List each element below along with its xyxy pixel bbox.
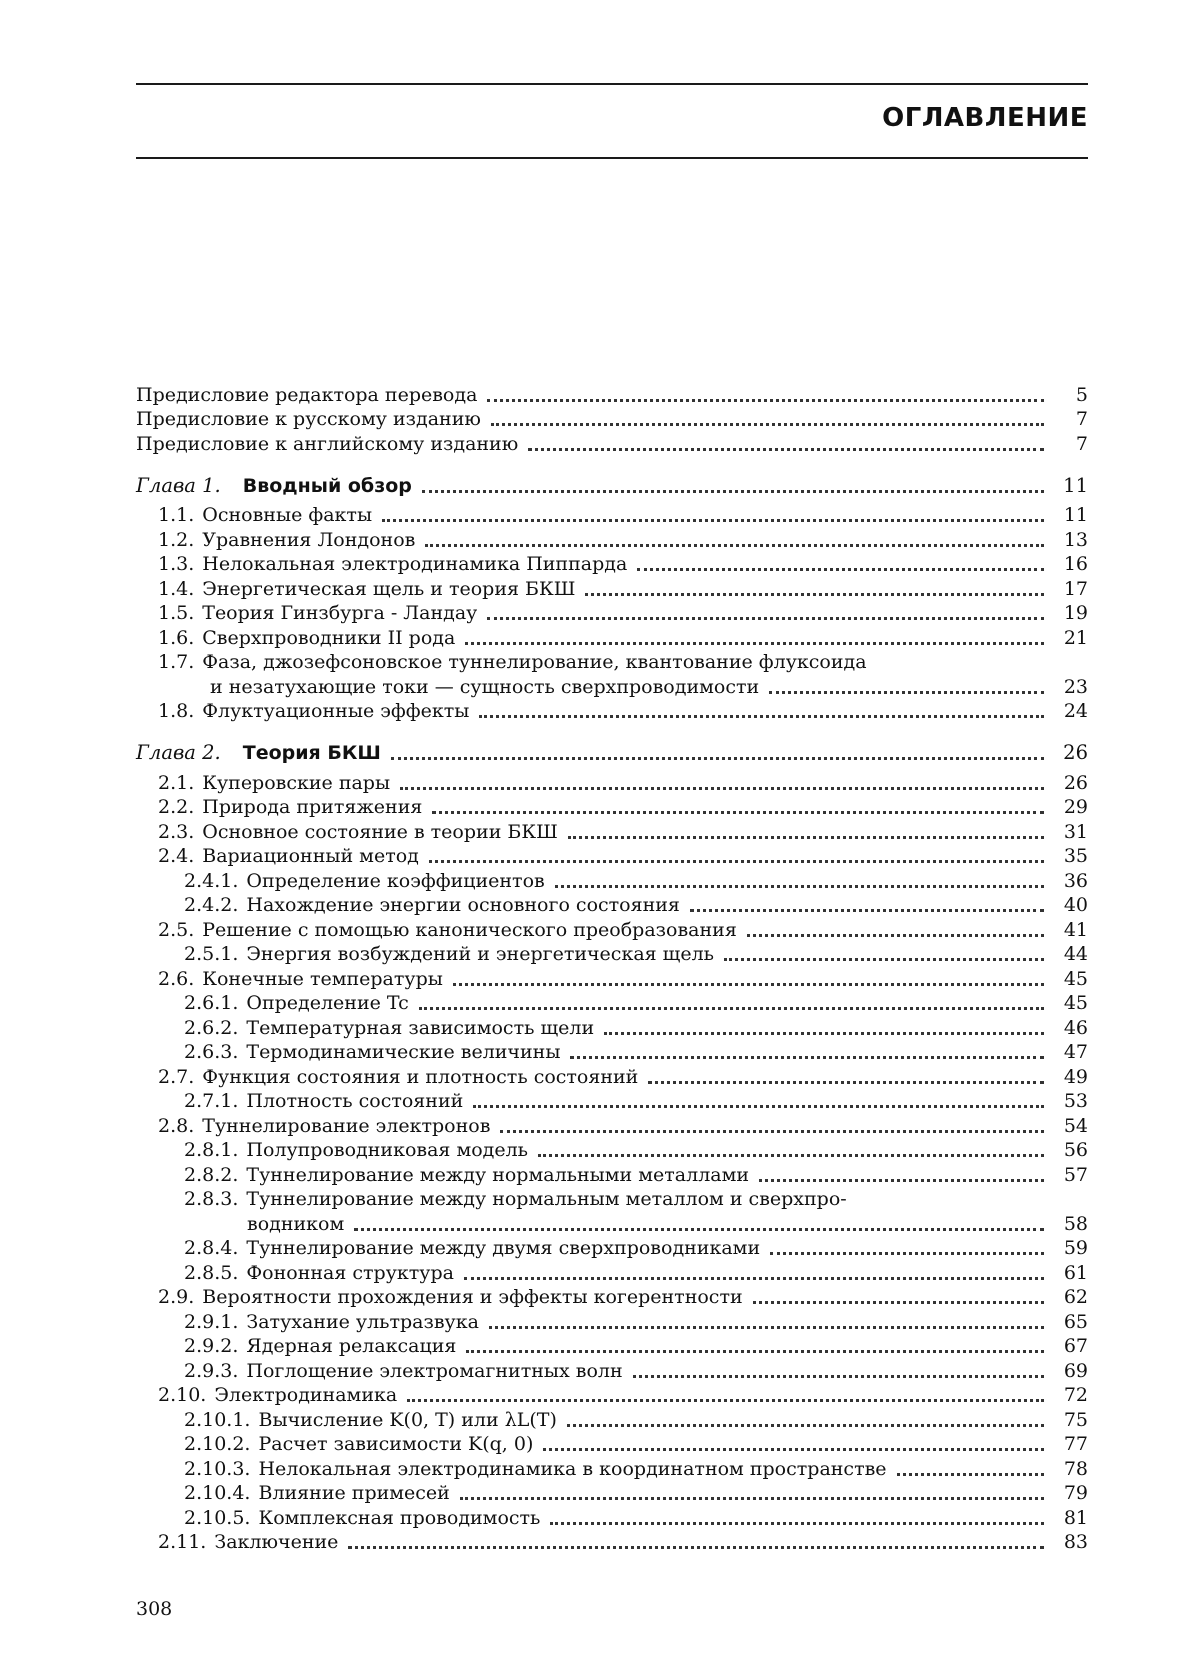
section-number: 2.7. xyxy=(158,1065,195,1088)
dot-leader xyxy=(585,593,1044,596)
toc-page-number: 49 xyxy=(1063,1065,1088,1088)
toc-subsection-entry xyxy=(136,991,1088,1016)
dot-leader xyxy=(724,958,1044,961)
section-title: Природа притяжения xyxy=(202,796,423,818)
toc-section-entry xyxy=(136,1530,1088,1555)
section-number: 2.6.3. xyxy=(184,1041,239,1063)
toc-page-number: 59 xyxy=(1063,1237,1088,1259)
section-title: Определение Tc xyxy=(246,992,409,1014)
toc-page-number: 47 xyxy=(1063,1041,1088,1063)
toc-section-entry xyxy=(136,625,1088,650)
section-title: Полупроводниковая модель xyxy=(246,1139,529,1161)
section-number: 2.9.1. xyxy=(184,1310,239,1333)
dot-leader xyxy=(567,1424,1044,1427)
section-title: Ядерная релаксация xyxy=(246,1335,457,1357)
toc-page-number: 58 xyxy=(1063,1212,1088,1235)
toc-section-entry xyxy=(136,1285,1088,1310)
toc-section-entry xyxy=(136,527,1088,552)
toc-page-number: 44 xyxy=(1063,943,1088,965)
section-title: Теория Гинзбурга - Ландау xyxy=(202,602,478,624)
toc-page-number: 78 xyxy=(1063,1457,1088,1480)
section-title: Нелокальная электродинамика в координатном пространстве xyxy=(258,1457,887,1480)
dot-leader xyxy=(473,1105,1044,1108)
dot-leader xyxy=(432,811,1044,814)
section-number: 1.2. xyxy=(158,528,195,551)
section-number: 2.10.3. xyxy=(184,1457,251,1480)
section-number: 2.9.2. xyxy=(184,1335,239,1357)
toc-page-number: 41 xyxy=(1063,918,1088,941)
toc-page-number: 56 xyxy=(1063,1139,1088,1161)
section-number: 2.5.1. xyxy=(184,943,239,965)
toc-subsection-entry xyxy=(136,1358,1088,1383)
toc-subsection-entry xyxy=(136,1260,1088,1285)
toc-subsection-entry xyxy=(136,1481,1088,1506)
section-number: 2.8. xyxy=(158,1114,195,1137)
toc-subsection-entry xyxy=(136,1236,1088,1261)
section-number: 2.8.2. xyxy=(184,1163,239,1186)
toc-section-entry xyxy=(136,844,1088,869)
section-number: 2.6.1. xyxy=(184,992,239,1014)
toc-front-entry xyxy=(136,382,1088,407)
dot-leader xyxy=(382,519,1044,522)
toc-page-number: 83 xyxy=(1063,1531,1088,1553)
section-number: 1.6. xyxy=(158,626,195,649)
dot-leader xyxy=(489,1326,1044,1329)
dot-leader xyxy=(568,836,1044,839)
toc-section-entry xyxy=(136,576,1088,601)
section-title: Расчет зависимости K(q, 0) xyxy=(258,1433,534,1455)
dot-leader xyxy=(464,1277,1044,1280)
section-title: Туннелирование электронов xyxy=(202,1114,491,1137)
toc-section-entry xyxy=(136,795,1088,820)
toc-chapter-entry xyxy=(136,461,1088,498)
toc-front-entry xyxy=(136,407,1088,432)
toc-section-entry xyxy=(136,1383,1088,1408)
section-title: Энергия возбуждений и энергетическая щель xyxy=(246,943,714,965)
toc-subsection-entry xyxy=(136,1138,1088,1163)
dot-leader xyxy=(460,1497,1044,1500)
section-title: Туннелирование между двумя сверхпроводниками xyxy=(246,1237,761,1259)
dot-leader xyxy=(555,885,1044,888)
section-number: 2.8.5. xyxy=(184,1261,239,1284)
toc-page-number: 26 xyxy=(1063,741,1088,764)
dot-leader xyxy=(570,1056,1044,1059)
dot-leader xyxy=(648,1081,1044,1084)
toc-page-number: 11 xyxy=(1063,473,1088,497)
toc-page-number: 46 xyxy=(1063,1016,1088,1039)
section-title: Конечные температуры xyxy=(202,967,443,990)
toc-page-number: 17 xyxy=(1063,577,1088,600)
section-number: 2.7.1. xyxy=(184,1090,239,1112)
toc-page-number: 65 xyxy=(1063,1310,1088,1333)
dot-leader xyxy=(400,787,1044,790)
dot-leader xyxy=(407,1399,1044,1402)
section-number: 1.7. xyxy=(158,651,195,673)
toc-entry-title: Предисловие к русскому изданию xyxy=(136,408,481,430)
page-heading: ОГЛАВЛЕНИЕ xyxy=(882,103,1088,133)
toc-subsection-entry xyxy=(136,1089,1088,1114)
section-number: 2.10.1. xyxy=(184,1408,251,1431)
dot-leader xyxy=(419,1007,1044,1010)
toc-page-number: 36 xyxy=(1063,869,1088,892)
toc-page-number: 67 xyxy=(1063,1335,1088,1357)
toc-subsection-entry xyxy=(136,1505,1088,1530)
section-number: 2.2. xyxy=(158,796,195,818)
dot-leader xyxy=(633,1375,1044,1378)
section-number: 2.8.3. xyxy=(184,1188,239,1210)
toc-page-number: 77 xyxy=(1063,1433,1088,1455)
toc-section-entry xyxy=(136,650,1088,675)
dot-leader xyxy=(550,1522,1044,1525)
toc-section-entry xyxy=(136,503,1088,528)
toc-section-entry xyxy=(136,917,1088,942)
dot-leader xyxy=(500,1130,1044,1133)
section-number: 2.1. xyxy=(158,771,195,794)
section-title: Куперовские пары xyxy=(202,771,391,794)
section-number: 2.6.2. xyxy=(184,1016,239,1039)
section-title: Вероятности прохождения и эффекты когерентности xyxy=(202,1286,743,1308)
section-title: Флуктуационные эффекты xyxy=(202,700,470,722)
section-title: Влияние примесей xyxy=(258,1482,450,1504)
toc-subsection-entry xyxy=(136,1309,1088,1334)
section-number: 2.10. xyxy=(158,1384,207,1406)
section-number: 2.4.2. xyxy=(184,894,239,916)
section-number: 1.3. xyxy=(158,553,195,575)
toc-entry-continuation xyxy=(136,674,1088,699)
toc-page-number: 45 xyxy=(1063,967,1088,990)
section-title: Сверхпроводники II рода xyxy=(202,626,456,649)
section-title: Фаза, джозефсоновское туннелирование, квантование флуксоида xyxy=(202,651,867,673)
toc-page-number: 23 xyxy=(1063,675,1088,698)
dot-leader xyxy=(487,617,1044,620)
dot-leader xyxy=(491,423,1044,426)
section-number: 2.8.4. xyxy=(184,1237,239,1259)
section-title: Вычисление K(0, T) или λL(T) xyxy=(258,1408,557,1431)
section-title: Основное состояние в теории БКШ xyxy=(202,820,558,843)
section-number: 1.8. xyxy=(158,700,195,722)
dot-leader xyxy=(429,860,1044,863)
dot-leader xyxy=(759,1179,1044,1182)
section-title-continuation: водником xyxy=(247,1212,345,1235)
toc-page-number: 13 xyxy=(1063,528,1088,551)
dot-leader xyxy=(354,1228,1044,1231)
toc-subsection-entry xyxy=(136,1187,1088,1212)
section-number: 2.4. xyxy=(158,845,195,867)
toc-page-number: 7 xyxy=(1075,432,1088,455)
toc-section-entry xyxy=(136,552,1088,577)
toc-page-number: 7 xyxy=(1075,408,1088,430)
toc-section-entry xyxy=(136,819,1088,844)
dot-leader xyxy=(543,1448,1044,1451)
toc-subsection-entry xyxy=(136,942,1088,967)
toc-section-entry xyxy=(136,966,1088,991)
dot-leader xyxy=(453,983,1044,986)
toc-page-number: 62 xyxy=(1063,1286,1088,1308)
section-title: Комплексная проводимость xyxy=(258,1506,541,1529)
section-title: Температурная зависимость щели xyxy=(246,1016,595,1039)
toc-page-number: 54 xyxy=(1063,1114,1088,1137)
section-number: 2.3. xyxy=(158,820,195,843)
section-title: Плотность состояний xyxy=(246,1090,464,1112)
toc-front-entry xyxy=(136,431,1088,456)
toc-page-number: 19 xyxy=(1063,602,1088,624)
dot-leader xyxy=(391,757,1044,760)
section-title: Нахождение энергии основного состояния xyxy=(246,894,680,916)
toc-section-entry xyxy=(136,770,1088,795)
toc-page-number: 31 xyxy=(1063,820,1088,843)
toc-page-number: 79 xyxy=(1063,1482,1088,1504)
section-number: 1.4. xyxy=(158,577,195,600)
section-title: Поглощение электромагнитных волн xyxy=(246,1359,623,1382)
dot-leader xyxy=(769,691,1044,694)
toc-subsection-entry xyxy=(136,893,1088,918)
table-of-contents xyxy=(136,382,1088,1554)
toc-section-entry xyxy=(136,699,1088,724)
section-number: 2.10.5. xyxy=(184,1506,251,1529)
section-title: Туннелирование между нормальными металлами xyxy=(246,1163,750,1186)
toc-page-number: 24 xyxy=(1063,700,1088,722)
toc-page-number: 81 xyxy=(1063,1506,1088,1529)
toc-page-number: 35 xyxy=(1063,845,1088,867)
toc-subsection-entry xyxy=(136,1432,1088,1457)
chapter-title: Вводный обзор xyxy=(242,474,412,497)
dot-leader xyxy=(637,568,1044,571)
toc-section-entry xyxy=(136,601,1088,626)
section-title: Фононная структура xyxy=(246,1261,454,1284)
dot-leader xyxy=(465,642,1044,645)
section-number: 1.1. xyxy=(158,504,195,526)
toc-subsection-entry xyxy=(136,1162,1088,1187)
toc-entry-continuation xyxy=(136,1211,1088,1236)
toc-subsection-entry xyxy=(136,1456,1088,1481)
dot-leader xyxy=(747,934,1044,937)
toc-page-number: 72 xyxy=(1063,1384,1088,1406)
toc-subsection-entry xyxy=(136,1015,1088,1040)
header-bottom-rule xyxy=(136,157,1088,159)
section-title: Заключение xyxy=(214,1531,339,1553)
dot-leader xyxy=(770,1252,1044,1255)
dot-leader xyxy=(425,544,1044,547)
chapter-title: Теория БКШ xyxy=(242,742,381,764)
section-number: 2.4.1. xyxy=(184,869,239,892)
section-title: Электродинамика xyxy=(214,1384,398,1406)
toc-entry-title: Предисловие к английскому изданию xyxy=(136,432,519,455)
section-title: Основные факты xyxy=(202,504,373,526)
toc-page-number: 75 xyxy=(1063,1408,1088,1431)
dot-leader xyxy=(528,448,1044,451)
chapter-label: Глава 2. xyxy=(136,741,221,764)
toc-page-number: 11 xyxy=(1063,504,1088,526)
page-number: 308 xyxy=(136,1598,173,1620)
toc-page-number: 21 xyxy=(1063,626,1088,649)
chapter-label: Глава 1. xyxy=(136,473,221,497)
toc-section-entry xyxy=(136,1064,1088,1089)
header-top-rule xyxy=(136,83,1088,85)
dot-leader xyxy=(466,1350,1044,1353)
toc-subsection-entry xyxy=(136,1040,1088,1065)
toc-chapter-entry xyxy=(136,728,1088,765)
section-title: Уравнения Лондонов xyxy=(202,528,416,551)
toc-page-number: 26 xyxy=(1063,771,1088,794)
toc-page-number: 69 xyxy=(1063,1359,1088,1382)
toc-page-number: 45 xyxy=(1063,992,1088,1014)
section-title-continuation: и незатухающие токи — сущность сверхпроводимости xyxy=(210,675,760,698)
section-title: Функция состояния и плотность состояний xyxy=(202,1065,639,1088)
section-title: Вариационный метод xyxy=(202,845,419,867)
toc-page-number: 5 xyxy=(1075,383,1088,406)
toc-subsection-entry xyxy=(136,1334,1088,1359)
section-title: Нелокальная электродинамика Пиппарда xyxy=(202,553,628,575)
section-number: 2.5. xyxy=(158,918,195,941)
dot-leader xyxy=(604,1032,1044,1035)
section-number: 2.10.2. xyxy=(184,1433,251,1455)
dot-leader xyxy=(487,399,1044,402)
section-title: Затухание ультразвука xyxy=(246,1310,479,1333)
toc-subsection-entry xyxy=(136,1407,1088,1432)
toc-page-number: 16 xyxy=(1063,553,1088,575)
section-title: Туннелирование между нормальным металлом и сверхпро- xyxy=(246,1188,847,1210)
toc-subsection-entry xyxy=(136,868,1088,893)
section-number: 2.9.3. xyxy=(184,1359,239,1382)
dot-leader xyxy=(348,1546,1044,1549)
section-number: 2.9. xyxy=(158,1286,195,1308)
toc-page-number: 40 xyxy=(1063,894,1088,916)
toc-page-number: 61 xyxy=(1063,1261,1088,1284)
dot-leader xyxy=(690,909,1044,912)
toc-entry-title: Предисловие редактора перевода xyxy=(136,383,478,406)
section-title: Определение коэффициентов xyxy=(246,869,545,892)
toc-page-number: 53 xyxy=(1063,1090,1088,1112)
dot-leader xyxy=(753,1301,1044,1304)
section-number: 2.10.4. xyxy=(184,1482,251,1504)
section-number: 2.11. xyxy=(158,1531,207,1553)
dot-leader xyxy=(538,1154,1044,1157)
section-title: Решение с помощью канонического преобразования xyxy=(202,918,737,941)
section-title: Энергетическая щель и теория БКШ xyxy=(202,577,576,600)
section-number: 2.6. xyxy=(158,967,195,990)
dot-leader xyxy=(422,490,1044,493)
dot-leader xyxy=(897,1473,1044,1476)
section-number: 2.8.1. xyxy=(184,1139,239,1161)
dot-leader xyxy=(479,715,1044,718)
section-title: Термодинамические величины xyxy=(246,1041,561,1063)
toc-section-entry xyxy=(136,1113,1088,1138)
section-number: 1.5. xyxy=(158,602,195,624)
toc-page-number: 57 xyxy=(1063,1163,1088,1186)
toc-page-number: 29 xyxy=(1063,796,1088,818)
